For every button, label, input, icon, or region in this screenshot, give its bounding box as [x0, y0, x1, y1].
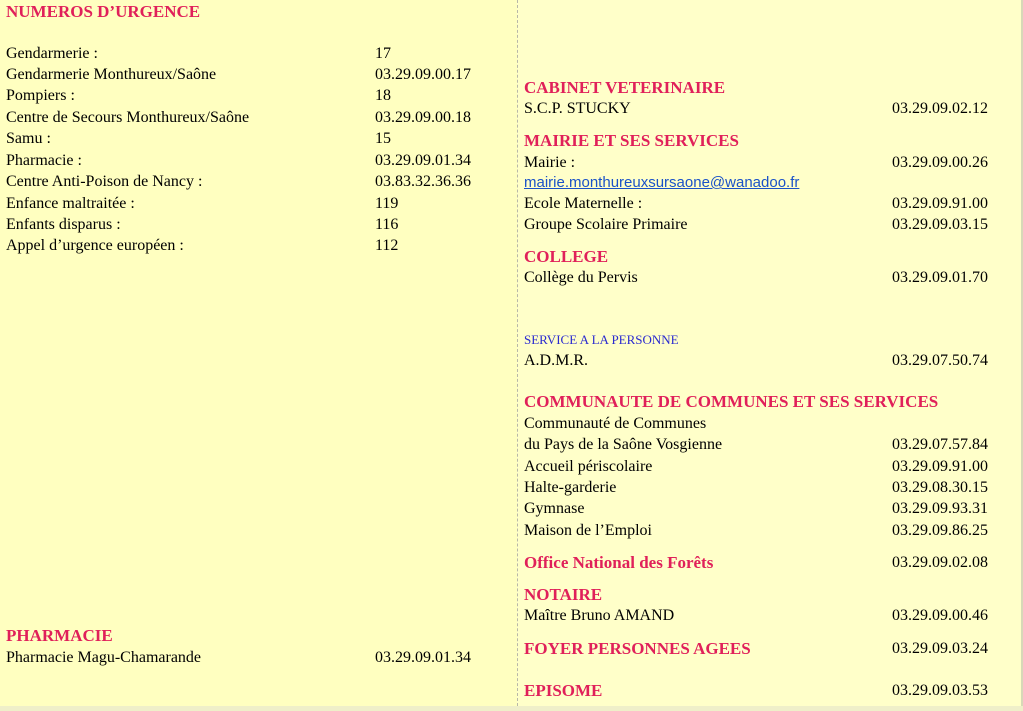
pharmacie-title: PHARMACIE	[6, 626, 113, 645]
notaire-number: 03.29.09.00.46	[892, 607, 988, 624]
notaire-label: Maître Bruno AMAND	[524, 607, 675, 624]
service-title: SERVICE A LA PERSONNE	[524, 332, 679, 347]
college-title: COLLEGE	[524, 247, 609, 266]
communaute-number: 03.29.07.57.84	[892, 436, 988, 453]
urgence-number-7: 119	[375, 195, 399, 212]
communaute-label-2: Gymnase	[524, 500, 585, 517]
veterinaire-number: 03.29.09.02.12	[892, 100, 988, 117]
urgence-label-0: Gendarmerie :	[6, 45, 98, 62]
communaute-number-0: 03.29.09.91.00	[892, 458, 988, 475]
veterinaire-title: CABINET VETERINAIRE	[524, 78, 726, 97]
foyer-title: FOYER PERSONNES AGEES	[524, 639, 751, 658]
communaute-line2: du Pays de la Saône Vosgienne	[524, 436, 723, 453]
onf-number: 03.29.09.02.08	[892, 554, 988, 571]
bottom-strip	[0, 706, 1023, 711]
urgence-number-2: 18	[375, 87, 391, 104]
urgence-label-1: Gendarmerie Monthureux/Saône	[6, 66, 217, 83]
urgence-label-7: Enfance maltraitée :	[6, 195, 135, 212]
urgence-label-2: Pompiers :	[6, 87, 75, 104]
foyer-number: 03.29.09.03.24	[892, 640, 988, 657]
onf-title: Office National des Forêts	[524, 553, 714, 572]
urgence-label-3: Centre de Secours Monthureux/Saône	[6, 109, 250, 126]
communaute-number-1: 03.29.08.30.15	[892, 479, 988, 496]
mairie-email-link[interactable]: mairie.monthureuxsursaone@wanadoo.fr	[524, 174, 800, 191]
communaute-label-3: Maison de l’Emploi	[524, 522, 652, 539]
communaute-line1: Communauté de Communes	[524, 415, 707, 432]
urgence-label-9: Appel d’urgence européen :	[6, 237, 184, 254]
veterinaire-label: S.C.P. STUCKY	[524, 100, 631, 117]
communaute-number-2: 03.29.09.93.31	[892, 500, 988, 517]
communaute-label-1: Halte-garderie	[524, 479, 617, 496]
urgence-label-4: Samu :	[6, 130, 51, 147]
college-number: 03.29.09.01.70	[892, 269, 988, 286]
pharmacie-label: Pharmacie Magu-Chamarande	[6, 649, 202, 666]
urgence-number-6: 03.83.32.36.36	[375, 173, 471, 190]
urgence-number-1: 03.29.09.00.17	[375, 66, 471, 83]
urgence-number-0: 17	[375, 45, 391, 62]
urgence-label-5: Pharmacie :	[6, 152, 82, 169]
urgence-label-8: Enfants disparus :	[6, 216, 121, 233]
notaire-title: NOTAIRE	[524, 585, 603, 604]
groupe-scolaire-label: Groupe Scolaire Primaire	[524, 216, 688, 233]
communaute-number-3: 03.29.09.86.25	[892, 522, 988, 539]
urgence-number-3: 03.29.09.00.18	[375, 109, 471, 126]
column-separator	[517, 0, 518, 711]
urgence-number-8: 116	[375, 216, 399, 233]
episome-number: 03.29.09.03.53	[892, 682, 988, 699]
mairie-label: Mairie :	[524, 154, 576, 171]
ecole-number: 03.29.09.91.00	[892, 195, 988, 212]
college-label: Collège du Pervis	[524, 269, 638, 286]
ecole-label: Ecole Maternelle :	[524, 195, 643, 212]
urgence-number-9: 112	[375, 237, 399, 254]
urgence-number-5: 03.29.09.01.34	[375, 152, 471, 169]
mairie-number: 03.29.09.00.26	[892, 154, 988, 171]
urgence-number-4: 15	[375, 130, 391, 147]
communaute-label-0: Accueil périscolaire	[524, 458, 653, 475]
mairie-title: MAIRIE ET SES SERVICES	[524, 131, 739, 150]
urgence-title: NUMEROS D’URGENCE	[6, 2, 201, 21]
service-number: 03.29.07.50.74	[892, 352, 988, 369]
pharmacie-number: 03.29.09.01.34	[375, 649, 471, 666]
groupe-scolaire-number: 03.29.09.03.15	[892, 216, 988, 233]
episome-title: EPISOME	[524, 681, 603, 700]
urgence-label-6: Centre Anti-Poison de Nancy :	[6, 173, 203, 190]
service-label: A.D.M.R.	[524, 352, 589, 369]
communaute-title: COMMUNAUTE DE COMMUNES ET SES SERVICES	[524, 392, 939, 411]
